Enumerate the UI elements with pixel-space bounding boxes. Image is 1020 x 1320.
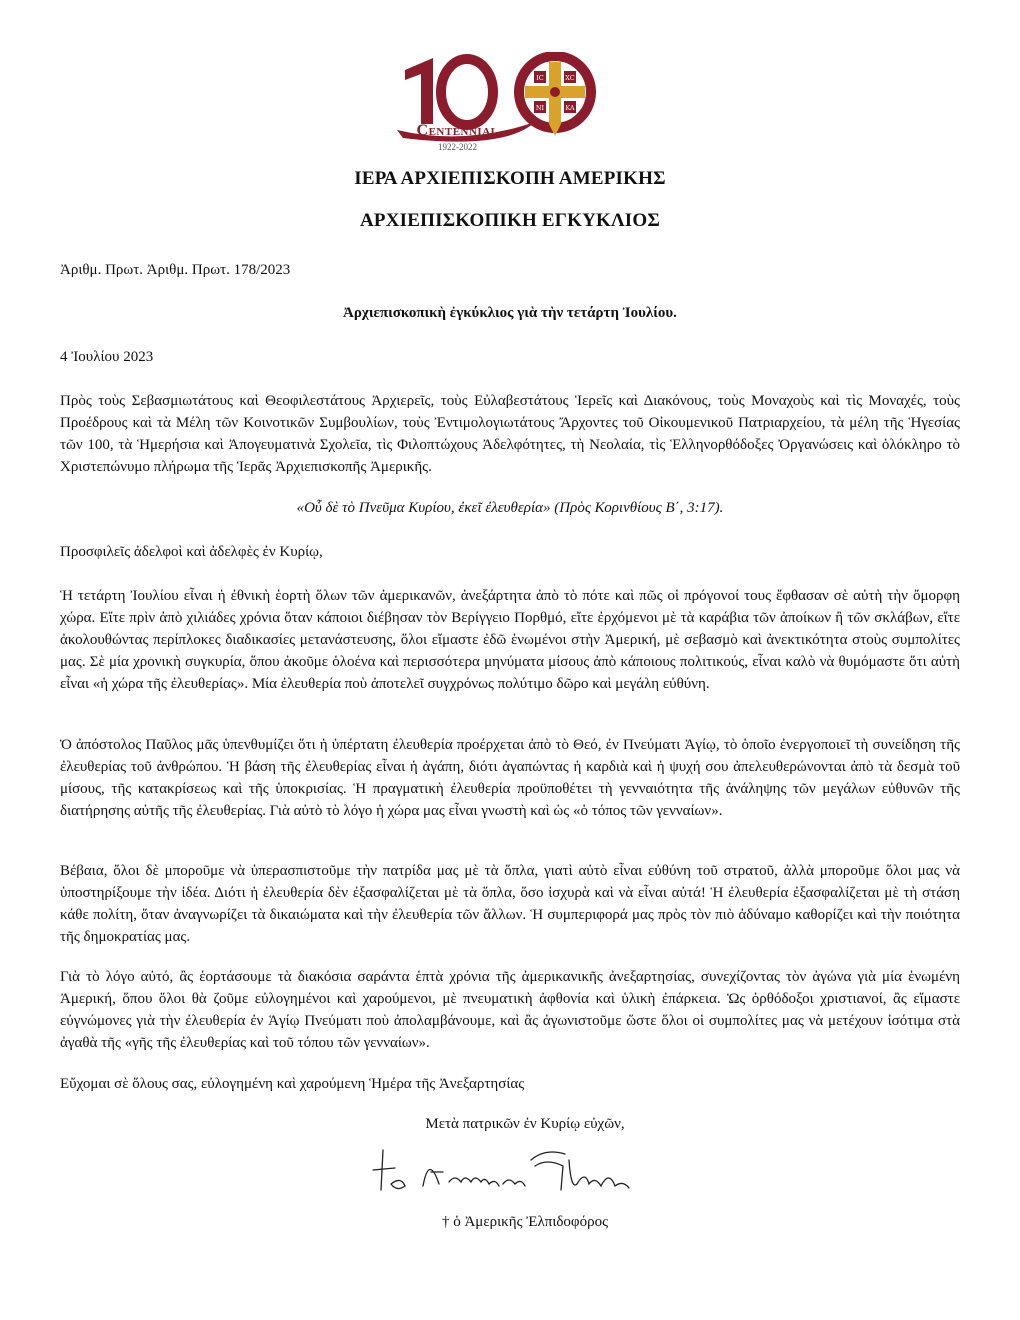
archdiocese-title: ΙΕΡΑ ΑΡΧΙΕΠΙΣΚΟΠΗ ΑΜΕΡΙΚΗΣ <box>354 168 666 189</box>
seal-letter-4: KA <box>565 104 575 112</box>
body-paragraph-2: Ὁ ἀπόστολος Παῦλος μᾶς ὑπενθυμίζει ὅτι ἡ ὑπέρτατη ἐλευθερία προέρχεται ἀπὸ τὸ Θεό, ἐν Πνεύματι Ἁγίῳ, τὸ ὁποῖο ἐνεργοποιεῖ τὴ συνείδηση τῆς ἐλευθερίας τοῦ ἀνθρώπου. Ἡ βάση τῆς ἐλευθερίας εἶναι ἡ ἀγάπη, διότι ἀγαπώντας ἡ καρδιὰ καὶ ἡ ψυχή σου ἀπελευθερώνονται ἀπὸ τὰ δεσμὰ τοῦ μίσους, τῆς κατακρίσεως καὶ τῆς ὑποκρισίας. Ἡ πραγματικὴ ἐλευθερία προϋποθέτει τὴ γενναιότητα τῆς ἀνάληψης τῶν μεγάλων εὐθυνῶν τῆς διατήρησης αὐτῆς τῆς ἐλευθερίας. Γιὰ αὐτὸ τὸ λόγο ἡ χώρα μας εἶναι γνωστὴ καὶ ὡς «ὁ τόπος τῶν γενναίων». <box>60 737 960 819</box>
body-paragraph-3: Βέβαια, ὅλοι δὲ μποροῦμε νὰ ὑπερασπιστοῦμε τὴν πατρίδα μας μὲ τὰ ὅπλα, γιατὶ αὐτὸ εἶναι εὐθύνη τοῦ στρατοῦ, ἀλλὰ μποροῦμε ὅλοι μας νὰ ὑποστηρίξουμε τὴν ἰδέα. Διότι ἡ ἐλευθερία δὲν ἐξασφαλίζεται μὲ τὰ ὅπλα, ὅσο ἰσχυρὰ καὶ νὰ εἶναι αὐτά! Ἡ ἐλευθερία ἐξασφαλίζεται μὲ τὴ στάση κάθε πολίτη, ὅταν ἀναγνωρίζει τὰ δικαιώματα καὶ τὴν ἐλευθερία τῶν ἄλλων. Ἡ συμπεριφορά μας πρὸς τὸν πιὸ ἀδύναμο καθορίζει καὶ τὴν ποιότητα τῆς δημοκρατίας μας. <box>60 863 960 945</box>
seal-letter-3: NI <box>535 104 545 112</box>
closing-wish: Εὔχομαι σὲ ὅλους σας, εὐλογημένη καὶ χαρούμενη Ἡμέρα τῆς Ἀνεξαρτησίας <box>60 1076 525 1092</box>
seal-letter-1: IC <box>536 74 544 82</box>
seal-letter-2: XC <box>565 74 575 82</box>
body-paragraph-1: Ἡ τετάρτη Ἰουλίου εἶναι ἡ ἐθνικὴ ἑορτὴ ὅλων τῶν ἀμερικανῶν, ἀνεξάρτητα ἀπὸ τὸ πότε καὶ πῶς οἱ πρόγονοί τους ἔφθασαν σὲ αὐτὴ τὴν ὄμορφη χώρα. Εἴτε πρὶν ἀπὸ χιλιάδες χρόνια ὅταν κάποιοι διέβησαν τὸν Βερίγγειο Πορθμό, εἴτε ἐρχόμενοι μὲ τὰ καράβια τῶν ἀποίκων ἢ τῶν σκλάβων, εἴτε ἀκολουθώντας περίπλοκες διαδικασίες μετανάστευσης, ὅλοι εἴμαστε ἐδῶ ἑνωμένοι στὴν Ἀμερική, μὲ σεβασμὸ καὶ ἀνεκτικότητα στοὺς συμπολίτες μας. Σὲ μία χρονικὴ συγκυρία, ὅπου ἀκοῦμε ὁλοένα καὶ περισσότερα μηνύματα μίσους ἀπὸ κάποιους πολιτικούς, εἶναι καλὸ νὰ θυμόμαστε ὅτι αὐτὴ εἶναι «ἡ χώρα τῆς ἐλευθερίας». Μία ἐλευθερία ποὺ ἀποτελεῖ συγχρόνως πολύτιμο δῶρο καὶ μεγάλη εὐθύνη. <box>60 588 960 692</box>
encyclical-title: ΑΡΧΙΕΠΙΣΚΟΠΙΚΗ ΕΓΚΥΚΛΙΟΣ <box>360 210 660 231</box>
scripture-quote: «Οὗ δὲ τὸ Πνεῦμα Κυρίου, ἐκεῖ ἐλευθερία» (Πρὸς Κορινθίους Β΄, 3:17). <box>296 500 724 516</box>
centennial-logo <box>395 52 615 162</box>
letter-date: 4 Ἰουλίου 2023 <box>60 349 154 365</box>
protocol-number: Ἀριθμ. Πρωτ. Ἀριθμ. Πρωτ. 178/2023 <box>60 262 291 278</box>
signer-name: † ὁ Ἀμερικῆς Ἐλπιδοφόρος <box>441 1214 609 1230</box>
handwritten-signature <box>365 1140 645 1202</box>
centennial-word: Centennial <box>416 122 499 139</box>
closing-blessing: Μετὰ πατρικῶν ἐν Κυρίῳ εὐχῶν, <box>425 1116 625 1132</box>
centennial-years: 1922-2022 <box>438 142 477 152</box>
subject-line: Ἀρχιεπισκοπικὴ ἐγκύκλιος γιὰ τὴν τετάρτη Ἰουλίου. <box>343 305 677 321</box>
greeting: Προσφιλεῖς ἀδελφοὶ καὶ ἀδελφὲς ἐν Κυρίῳ, <box>60 544 323 560</box>
body-paragraph-4: Γιὰ τὸ λόγο αὐτό, ἂς ἑορτάσουμε τὰ διακόσια σαράντα ἑπτὰ χρόνια τῆς ἀμερικανικῆς ἀνεξαρτησίας, συνεχίζοντας τὸν ἀγώνα γιὰ μία ἑνωμένη Ἀμερική, ὅπου ὅλοι θὰ ζοῦμε εὐλογημένοι καὶ χαρούμενοι, μὲ πνευματικὴ ἀφθονία καὶ ὑλικὴ ἐπάρκεια. Ὡς ὀρθόδοξοι χριστιανοί, ἂς εἴμαστε εὐγνώμονες γιὰ τὴν ἐλευθερία ἐν Ἁγίῳ Πνεύματι ποὺ ἀπολαμβάνουμε, καὶ ἂς ἀγωνιστοῦμε ὥστε ὅλοι οἱ συμπολίτες μας νὰ μετέχουν ἰσότιμα στὰ ἀγαθὰ τῆς «γῆς τῆς ἐλευθερίας καὶ τοῦ τόπου τῶν γενναίων». <box>60 969 960 1051</box>
address-paragraph: Πρὸς τοὺς Σεβασμιωτάτους καὶ Θεοφιλεστάτους Ἀρχιερεῖς, τοὺς Εὐλαβεστάτους Ἱερεῖς καὶ Διακόνους, τοὺς Μοναχοὺς καὶ τὶς Μοναχές, τοὺς Προέδρους καὶ τὰ Μέλη τῶν Κοινοτικῶν Συμβουλίων, τοὺς Ἐντιμολογιωτάτους Ἄρχοντες τοῦ Οἰκουμενικοῦ Πατριαρχείου, τὰ μέλη τῆς Ἡγεσίας τῶν 100, τὰ Ἡμερήσια καὶ Ἀπογευματινὰ Σχολεῖα, τὶς Φιλοπτώχους Ἀδελφότητες, τὴ Νεολαία, τὶς Ἑλληνορθόδοξες Ὀργανώσεις καὶ ὁλόκληρο τὸ Χριστεπώνυμο πλήρωμα τῆς Ἱερᾶς Ἀρχιεπισκοπῆς Ἀμερικῆς. <box>60 393 960 475</box>
